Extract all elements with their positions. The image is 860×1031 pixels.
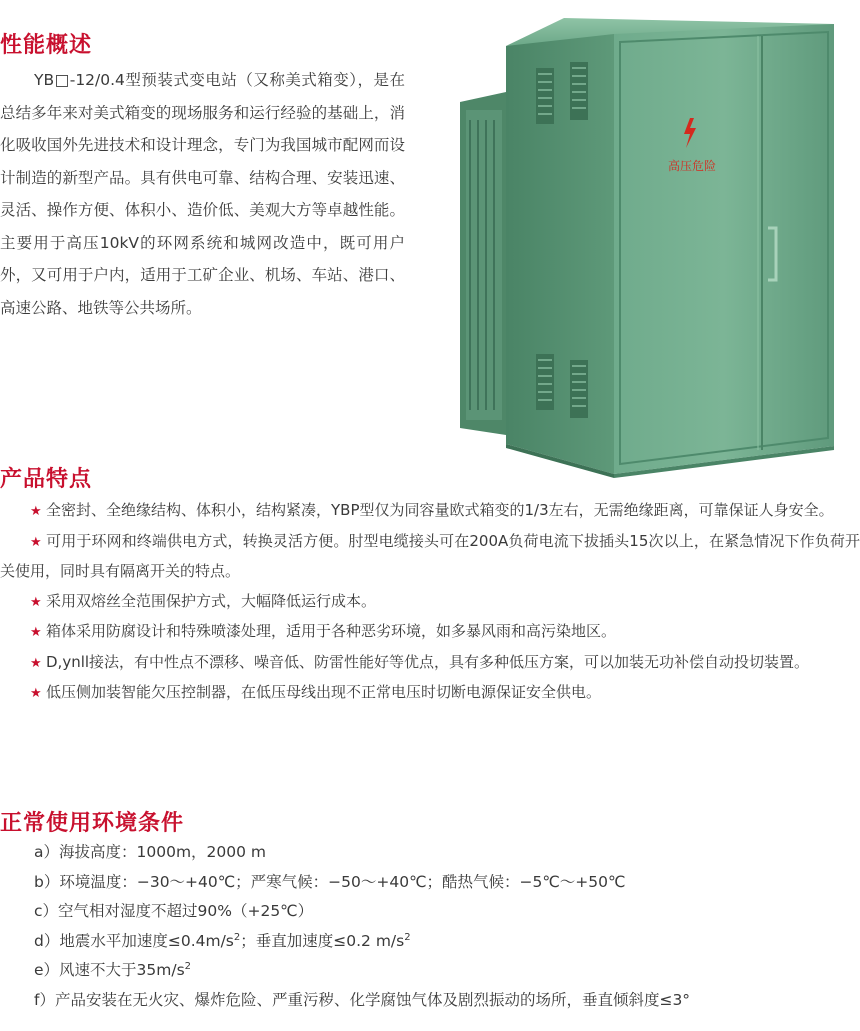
list-item: ★ 低压侧加装智能欠压控制器，在低压母线出现不正常电压时切断电源保证安全供电。 bbox=[0, 678, 860, 709]
star-icon: ★ bbox=[30, 534, 42, 550]
list-item: d）地震水平加速度$\le 0.4m/s^2$；垂直加速度≤0.2 $m/s^2$ bbox=[34, 931, 411, 950]
star-icon: ★ bbox=[30, 655, 42, 671]
environment-list bbox=[0, 838, 690, 1016]
star-icon: ★ bbox=[30, 504, 42, 519]
list-item: b）环境温度：−30～+40℃；严寒气候：−50～+40℃；酷热气候：−5℃～+50℃ bbox=[34, 872, 626, 891]
list-item: e）风速不大于$35m/s^2$ bbox=[34, 961, 192, 980]
list-item: ★ 箱体采用防腐设计和特殊喷漆处理，适用于各种恶劣环境，如多暴风雨和高污染地区。 bbox=[0, 617, 860, 648]
substation-photo bbox=[456, 10, 860, 478]
list-item: f）产品安装在无火灾、爆炸危险、严重污秽、化学腐蚀气体及剧烈振动的场所，垂直倾斜度≤3° bbox=[34, 990, 691, 1009]
overview-title: 性能概述 bbox=[0, 33, 93, 58]
list-item: ★ 采用双熔丝全范围保护方式，大幅降低运行成本。 bbox=[0, 587, 860, 618]
star-icon: ★ bbox=[30, 594, 42, 610]
features-list bbox=[0, 496, 860, 709]
features-title: 产品特点 bbox=[0, 467, 93, 492]
list-item: a）海拔高度：1000m，2000 m bbox=[34, 843, 267, 861]
list-item: c）空气相对湿度不超过90%（+25℃） bbox=[34, 902, 314, 921]
star-icon: ★ bbox=[30, 686, 42, 701]
list-item: ★ 全密封、全绝缘结构、体积小，结构紧凑，YBP型仅为同容量欧式箱变的1/3左右，无需绝缘距离，可靠保证人身安全。 bbox=[0, 496, 860, 527]
star-icon: ★ bbox=[30, 625, 42, 640]
overview-body: YB□-12/0.4型预装式变电站（又称美式箱变），是在总结多年来对美式箱变的现场服务和运行经验的基础上，消化吸收国外先进技术和设计理念，专门为我国城市配网而设计制造的新型产品。具有供电可靠、结构合理、安装迅速、灵活、操作方便、体积小、造价低、美观大方等卓越性能。主要用于高压10kV的环网系统和城网改造中，既可用户外，又可用于户内，适用于工矿企业、机场、车站、港口、高速公路、地铁等公共场所。 bbox=[0, 71, 405, 317]
warning-label-text: 高压危险 bbox=[667, 159, 717, 173]
list-item: ★ D,ynll接法，有中性点不漂移、噪音低、防雷性能好等优点，具有多种低压方案，可以加装无功补偿自动投切装置。 bbox=[0, 648, 860, 679]
transformer-tank bbox=[460, 92, 506, 435]
overview-text bbox=[0, 64, 405, 324]
environment-title: 正常使用环境条件 bbox=[0, 811, 185, 836]
list-item: ★ 可用于环网和终端供电方式，转换灵活方便。肘型电缆接头可在200A负荷电流下拔插头15次以上，在紧急情况下作负荷开关使用，同时具有隔离开关的特点。 bbox=[0, 527, 860, 587]
cabinet-side bbox=[506, 34, 614, 474]
cabinet-front bbox=[614, 24, 834, 474]
